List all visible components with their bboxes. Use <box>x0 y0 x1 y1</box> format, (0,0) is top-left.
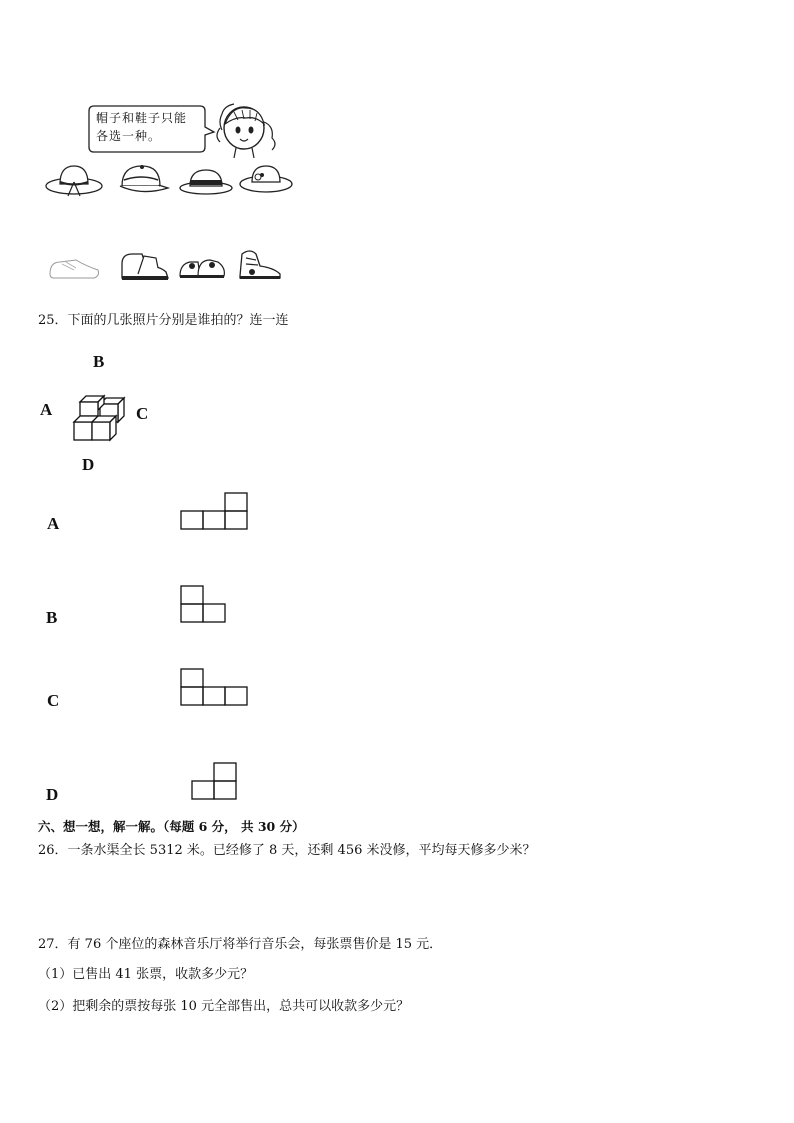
view-shape-c <box>180 668 252 712</box>
light-sneaker-icon <box>46 252 102 280</box>
view-shape-d <box>191 762 241 806</box>
hat-row <box>44 160 294 200</box>
view-label-right: C <box>136 404 149 423</box>
girl-icon <box>212 100 282 164</box>
view-shape-a <box>180 492 252 536</box>
q27-sub1: （1）已售出 41 张票，收款多少元？ <box>38 967 254 982</box>
option-label-d: D <box>46 785 59 804</box>
q26-question: 26．一条水渠全长 5312 米。已经修了 8 天，还剩 456 米没修，平均每天修多少米？ <box>38 843 536 858</box>
sun-hat-icon <box>238 164 294 196</box>
option-label-b: B <box>46 608 58 627</box>
view-label-left: A <box>40 400 53 419</box>
speech-line-1: 帽子和鞋子只能 <box>96 111 188 125</box>
view-label-top: B <box>93 352 105 371</box>
q27-question: 27．有 76 个座位的森林音乐厅将举行音乐会，每张票售价是 15 元． <box>38 937 443 952</box>
q25-question: 25．下面的几张照片分别是谁拍的？连一连 <box>38 313 289 328</box>
section-6-title: 六、想一想，解一解。（每题 6 分， 共 30 分） <box>38 819 305 834</box>
option-label-c: C <box>47 691 60 710</box>
fedora-hat-icon <box>178 166 234 198</box>
option-label-a: A <box>47 514 60 533</box>
speech-bubble <box>88 105 206 153</box>
q27-sub2: （2）把剩余的票按每张 10 元全部售出，总共可以收款多少元？ <box>38 999 410 1014</box>
speech-line-2: 各选一种。 <box>96 129 162 143</box>
hightop-sneaker-icon <box>234 246 284 282</box>
view-shape-b <box>180 585 230 629</box>
boot-icon <box>116 248 176 282</box>
view-label-bottom: D <box>82 455 95 474</box>
kids-shoe-pair-icon <box>176 250 228 282</box>
wide-brim-hat-icon <box>44 160 104 198</box>
baseball-cap-icon <box>116 162 172 198</box>
shoe-row <box>44 244 294 284</box>
cube-stack-figure <box>70 388 130 448</box>
